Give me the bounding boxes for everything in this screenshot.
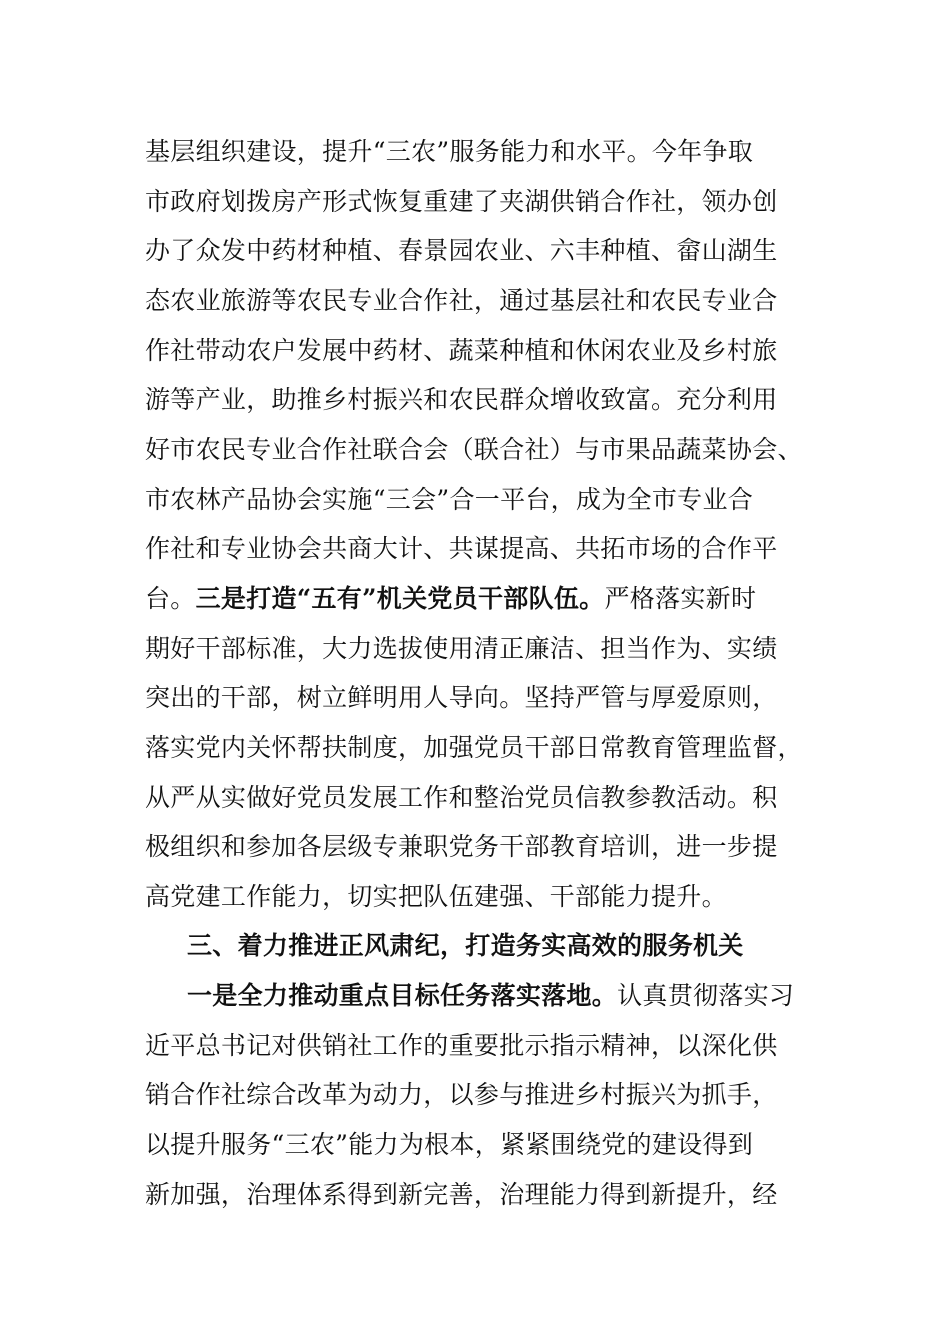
paragraph-line: 好市农民专业合作社联合会（联合社）与市果品蔬菜协会、 <box>145 435 803 464</box>
paragraph-line: 期好干部标准，大力选拔使用清正廉洁、担当作为、实绩 <box>145 634 778 663</box>
paragraph-line: 办了众发中药材种植、春景园农业、六丰种植、畲山湖生 <box>145 236 778 265</box>
subsection-lead-one: 一是全力推动重点目标任务落实落地。 <box>187 981 618 1010</box>
paragraph-line: 基层组织建设，提升“三农”服务能力和水平。今年争取 <box>145 137 754 166</box>
paragraph-line: 从严从实做好党员发展工作和整治党员信教参教活动。积 <box>145 783 778 812</box>
paragraph-line: 高党建工作能力，切实把队伍建强、干部能力提升。 <box>145 882 727 911</box>
line-text: 认真贯彻落实习 <box>617 981 795 1010</box>
paragraph-line: 极组织和参加各层级专兼职党务干部教育培训，进一步提 <box>145 832 778 861</box>
subsection-lead-three: 三是打造“五有”机关党员干部队伍。 <box>195 584 605 613</box>
paragraph-line <box>187 981 847 1011</box>
line-text: 台。 <box>145 584 196 613</box>
paragraph-line: 新加强，治理体系得到新完善，治理能力得到新提升，经 <box>145 1180 778 1209</box>
paragraph-line: 游等产业，助推乡村振兴和农民群众增收致富。充分利用 <box>145 385 778 414</box>
line-text: 严格落实新时 <box>604 584 757 613</box>
paragraph-line: 突出的干部，树立鲜明用人导向。坚持严管与厚爱原则， <box>145 683 778 712</box>
paragraph-line: 作社和专业协会共商大计、共谋提高、共拓市场的合作平 <box>145 534 778 563</box>
paragraph-line <box>145 584 805 614</box>
paragraph-line: 近平总书记对供销社工作的重要批示指示精神，以深化供 <box>145 1031 778 1060</box>
paragraph-line: 销合作社综合改革为动力，以参与推进乡村振兴为抓手， <box>145 1080 778 1109</box>
paragraph-line: 作社带动农户发展中药材、蔬菜种植和休闲农业及乡村旅 <box>145 336 778 365</box>
paragraph-line: 态农业旅游等农民专业合作社，通过基层社和农民专业合 <box>145 286 778 315</box>
paragraph-line: 市农林产品协会实施“三会”合一平台，成为全市专业合 <box>145 485 754 514</box>
paragraph-line: 落实党内关怀帮扶制度，加强党员干部日常教育管理监督， <box>145 733 803 762</box>
paragraph-line: 市政府划拨房产形式恢复重建了夹湖供销合作社，领办创 <box>145 187 778 216</box>
paragraph-line: 以提升服务“三农”能力为根本，紧紧围绕党的建设得到 <box>145 1130 754 1159</box>
section-heading: 三、着力推进正风肃纪，打造务实高效的服务机关 <box>187 931 744 960</box>
